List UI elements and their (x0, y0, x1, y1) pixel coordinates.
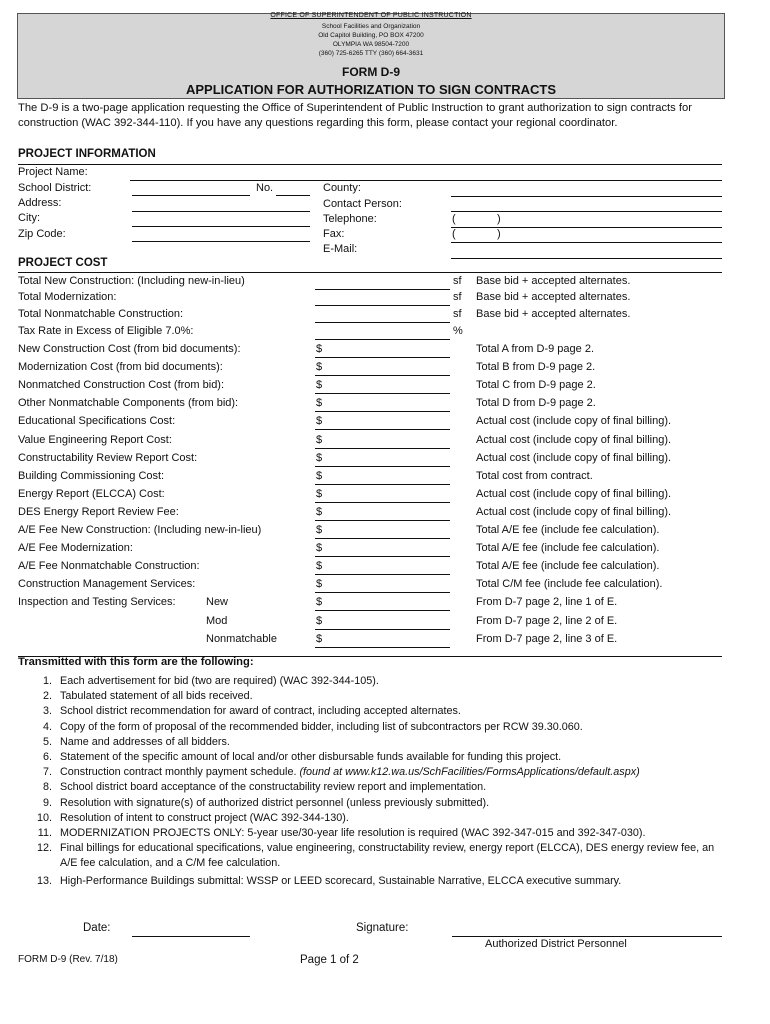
date-field[interactable] (132, 936, 250, 937)
list-item-text: Resolution of intent to construct project (WAC 392-344-130). (60, 811, 349, 824)
cost-row-label: Nonmatched Construction Cost (from bid): (18, 379, 225, 392)
cost-row-note: Actual cost (include copy of final billing). (476, 415, 672, 428)
unit-label: sf (453, 275, 462, 287)
fax-paren-close: ) (497, 228, 501, 240)
cost-row-note: Actual cost (include copy of final billing). (476, 433, 672, 446)
project-name-field[interactable] (130, 180, 722, 181)
divider (18, 272, 722, 273)
currency-symbol: $ (316, 379, 323, 392)
cost-row-label: A/E Fee New Construction: (Including new-in-lieu) (18, 524, 262, 536)
cost-input-field[interactable] (315, 375, 450, 376)
list-item-number: 1. (42, 675, 52, 687)
list-item-number: 9. (42, 796, 52, 809)
cost-row-label: Value Engineering Report Cost: (18, 433, 172, 446)
list-item (22, 811, 732, 826)
page-number: Page 1 of 2 (300, 954, 359, 966)
email-label: E-Mail: (323, 243, 358, 255)
list-item (22, 765, 732, 780)
date-label: Date: (83, 922, 111, 934)
cost-input-field[interactable] (315, 411, 450, 412)
cost-row-label: Tax Rate in Excess of Eligible 7.0%: (18, 325, 194, 337)
authorized-personnel-label: Authorized District Personnel (485, 938, 627, 950)
school-district-field[interactable] (132, 195, 250, 196)
cost-input-field[interactable] (315, 610, 450, 611)
currency-symbol: $ (316, 343, 323, 355)
office-name: OFFICE OF SUPERINTENDENT OF PUBLIC INSTRUCTION (270, 12, 472, 19)
address-line-1: School Facilities and Organization (321, 23, 421, 30)
list-item (22, 826, 732, 841)
cost-row-label: A/E Fee Modernization: (18, 542, 133, 555)
phone-line: (360) 725-6265 TTY (360) 664-3631 (318, 50, 424, 57)
cost-row-note: Total B from D-9 page 2. (476, 361, 596, 374)
project-cost-heading: PROJECT COST (18, 257, 108, 269)
school-district-label: School District: (18, 182, 92, 194)
area-input-field[interactable] (315, 339, 450, 340)
cost-input-field[interactable] (315, 538, 450, 539)
cost-row-note: Total A/E fee (include fee calculation). (476, 524, 660, 536)
cost-row-note: From D-7 page 2, line 1 of E. (476, 596, 618, 609)
list-item (22, 674, 732, 689)
fax-paren-open: ( (452, 228, 456, 240)
signature-field[interactable] (452, 936, 722, 937)
cost-row-label: New Construction Cost (from bid documents): (18, 343, 241, 355)
contact-person-label: Contact Person: (323, 198, 402, 210)
list-item-number: 13. (36, 874, 52, 887)
list-item-text: Tabulated statement of all bids received. (60, 690, 253, 703)
form-header (17, 13, 725, 99)
cost-input-field[interactable] (315, 484, 450, 485)
currency-symbol: $ (316, 397, 323, 410)
cost-input-field[interactable] (315, 592, 450, 593)
cost-input-field[interactable] (315, 556, 450, 557)
zip-field[interactable] (132, 241, 310, 242)
list-item-text: School district recommendation for award of contract, including accepted alternates. (60, 705, 461, 718)
cost-input-field[interactable] (315, 520, 450, 521)
cost-input-field[interactable] (315, 502, 450, 503)
unit-label: % (453, 325, 463, 337)
telephone-field[interactable] (451, 227, 722, 228)
zip-label: Zip Code: (18, 228, 66, 240)
cost-input-field[interactable] (315, 429, 450, 430)
cost-input-field[interactable] (315, 466, 450, 467)
telephone-label: Telephone: (323, 213, 377, 225)
list-item-number: 7. (42, 766, 52, 779)
address-field[interactable] (132, 211, 310, 212)
cost-row-label: Other Nonmatchable Components (from bid): (18, 397, 239, 410)
form-revision: FORM D-9 (Rev. 7/18) (18, 954, 118, 965)
address-line-2: Old Capitol Building, PO BOX 47200 (318, 32, 424, 39)
list-item (22, 780, 732, 795)
list-item-text: Resolution with signature(s) of authorized district personnel (unless previously submitted). (60, 796, 490, 809)
district-no-label: No. (256, 182, 274, 194)
cost-row-note: Base bid + accepted alternates. (476, 275, 631, 287)
project-info-heading: PROJECT INFORMATION (18, 148, 156, 160)
cost-row-label: Modernization Cost (from bid documents): (18, 361, 223, 374)
cost-input-field[interactable] (315, 647, 450, 648)
currency-symbol: $ (316, 505, 323, 518)
cost-row-note: Total A/E fee (include fee calculation). (476, 542, 660, 555)
list-item-number: 10. (36, 811, 52, 824)
address-label: Address: (18, 197, 62, 209)
city-label: City: (18, 212, 40, 224)
cost-row-note: Actual cost (include copy of final billing). (476, 505, 672, 518)
cost-row-label: Construction Management Services: (18, 578, 196, 591)
currency-symbol: $ (316, 632, 323, 645)
cost-row-label: A/E Fee Nonmatchable Construction: (18, 560, 200, 573)
list-item (22, 796, 732, 811)
currency-symbol: $ (316, 415, 323, 428)
list-item-number: 3. (42, 705, 52, 718)
currency-symbol: $ (316, 542, 323, 555)
currency-symbol: $ (316, 469, 323, 482)
unit-label: sf (453, 308, 462, 320)
list-item-number: 5. (42, 735, 52, 748)
cost-row-label: DES Energy Report Review Fee: (18, 505, 179, 518)
currency-symbol: $ (316, 614, 323, 627)
county-field[interactable] (451, 196, 722, 197)
list-item-text: Statement of the specific amount of local and/or other disbursable funds available for funding this project. (60, 751, 562, 764)
currency-symbol: $ (316, 433, 323, 446)
currency-symbol: $ (316, 487, 323, 500)
list-item-text: Name and addresses of all bidders. (60, 735, 230, 748)
transmitted-list (22, 674, 732, 889)
list-item (22, 750, 732, 765)
cost-row-label: Total Nonmatchable Construction: (18, 308, 184, 320)
list-item (22, 735, 732, 750)
list-item (22, 874, 732, 889)
cost-row-note: From D-7 page 2, line 3 of E. (476, 632, 618, 645)
cost-row-note: Actual cost (include copy of final billing). (476, 487, 672, 500)
cost-row-note: Base bid + accepted alternates. (476, 308, 631, 320)
cost-row-note: Total C from D-9 page 2. (476, 379, 596, 392)
currency-symbol: $ (316, 560, 323, 573)
list-item-number: 6. (42, 751, 52, 764)
signature-label: Signature: (356, 922, 409, 934)
list-item (22, 720, 732, 735)
list-item (22, 704, 732, 719)
telephone-paren-open: ( (452, 213, 456, 225)
cost-input-field[interactable] (315, 393, 450, 394)
cost-row-note: Total C/M fee (include fee calculation). (476, 578, 663, 591)
inspection-sub-label: Nonmatchable (206, 632, 277, 645)
list-item-text: Each advertisement for bid (two are required) (WAC 392-344-105). (60, 675, 379, 687)
fax-label: Fax: (323, 228, 345, 240)
area-input-field[interactable] (315, 305, 450, 306)
unit-label: sf (453, 291, 462, 303)
address-line-3: OLYMPIA WA 98504-7200 (332, 41, 410, 48)
list-item-link-text: (found at www.k12.wa.us/SchFacilities/FormsApplications/default.aspx) (299, 766, 640, 779)
form-number: FORM D-9 (342, 65, 400, 79)
area-input-field[interactable] (315, 322, 450, 323)
cost-input-field[interactable] (315, 574, 450, 575)
cost-row-note: Base bid + accepted alternates. (476, 291, 631, 303)
currency-symbol: $ (316, 524, 323, 536)
list-item-number: 4. (42, 720, 52, 733)
area-input-field[interactable] (315, 289, 450, 290)
list-item-text: Construction contract monthly payment schedule. (60, 766, 300, 779)
cost-row-label: Constructability Review Report Cost: (18, 451, 198, 464)
telephone-paren-close: ) (497, 213, 501, 225)
divider (18, 164, 722, 165)
cost-input-field[interactable] (315, 448, 450, 449)
city-field[interactable] (132, 226, 310, 227)
list-item-number: 11. (37, 827, 52, 840)
cost-row-note: From D-7 page 2, line 2 of E. (476, 614, 618, 627)
list-item (22, 689, 732, 704)
page-title: APPLICATION FOR AUTHORIZATION TO SIGN CONTRACTS (185, 82, 556, 97)
list-item-number: 8. (42, 781, 52, 794)
list-item (22, 841, 732, 871)
list-item-text: MODERNIZATION PROJECTS ONLY: 5-year use/30-year life resolution is required (WAC 392-347-015 and 392-347-030). (60, 827, 646, 840)
inspection-sub-label: Mod (206, 614, 228, 627)
county-label: County: (323, 182, 361, 194)
cost-row-note: Total A from D-9 page 2. (476, 343, 595, 355)
cost-input-field[interactable] (315, 357, 450, 358)
transmitted-heading: Transmitted with this form are the following: (18, 656, 254, 668)
list-item-text: School district board acceptance of the constructability review report and implementation. (60, 781, 487, 794)
list-item-text: Final billings for educational specifications, value engineering, constructability review, energy report (ELCCA), DES energy review fee, an A/E fee calculation, and a C/M fee calculation. (60, 842, 715, 870)
fax-field[interactable] (451, 242, 722, 243)
list-item-number: 2. (42, 690, 52, 703)
cost-row-label: Inspection and Testing Services: (18, 596, 176, 609)
divider (18, 656, 722, 657)
inspection-sub-label: New (206, 596, 229, 609)
currency-symbol: $ (316, 578, 323, 591)
email-field[interactable] (451, 258, 722, 259)
cost-row-label: Educational Specifications Cost: (18, 415, 176, 428)
cost-row-note: Total D from D-9 page 2. (476, 397, 596, 410)
cost-row-label: Total New Construction: (Including new-in-lieu) (18, 275, 245, 287)
project-name-label: Project Name: (18, 166, 88, 178)
currency-symbol: $ (316, 361, 323, 374)
list-item-number: 12. (36, 842, 52, 855)
cost-input-field[interactable] (315, 629, 450, 630)
cost-row-note: Total cost from contract. (476, 469, 593, 482)
currency-symbol: $ (316, 596, 323, 609)
intro-paragraph: The D-9 is a two-page application requesting the Office of Superintendent of Public Instruction to grant authorization to sign contracts for construction (WAC 392-344-110). If you have any questions regarding this form, please contact your regional coordinator. (18, 102, 692, 129)
cost-row-note: Actual cost (include copy of final billing). (476, 451, 672, 464)
cost-row-note: Total A/E fee (include fee calculation). (476, 560, 660, 573)
cost-row-label: Building Commissioning Cost: (18, 469, 165, 482)
list-item-text: Copy of the form of proposal of the recommended bidder, including list of subcontractors per RCW 39.30.060. (60, 720, 583, 733)
list-item-text: High-Performance Buildings submittal: WSSP or LEED scorecard, Sustainable Narrative, ELCCA executive summary. (60, 874, 622, 887)
contact-person-field[interactable] (451, 211, 722, 212)
cost-row-label: Total Modernization: (18, 291, 117, 303)
district-no-field[interactable] (276, 195, 310, 196)
cost-row-label: Energy Report (ELCCA) Cost: (18, 487, 165, 500)
currency-symbol: $ (316, 451, 323, 464)
